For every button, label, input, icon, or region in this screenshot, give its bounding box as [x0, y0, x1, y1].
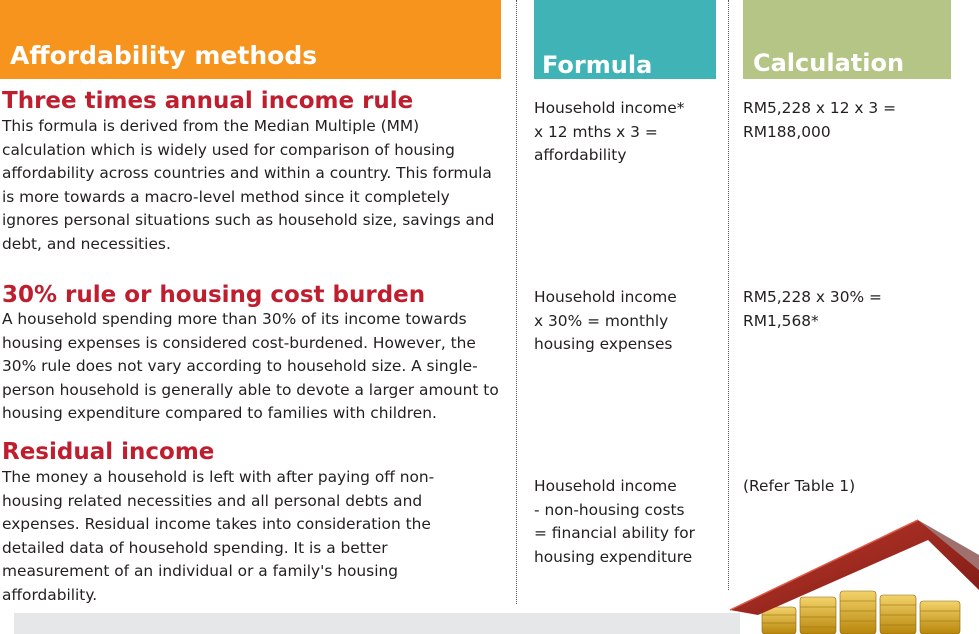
- formula-column-header: [534, 0, 716, 79]
- method-description-three-times: This formula is derived from the Median Multiple (MM) calculation which is widely used for comparison of housing affordability across countries and within a country. This formula is more towards a macro-level method since it completely ignores personal situations such as household size, savings and debt, and necessities.: [2, 117, 495, 253]
- formula-30-percent: Household income x 30% = monthly housing expenses: [534, 288, 677, 353]
- method-title-three-times: Three times annual income rule: [2, 88, 414, 114]
- calculation-column-header: [743, 0, 951, 79]
- column-divider: [728, 0, 729, 590]
- formula-three-times: Household income* x 12 mths x 3 = affordability: [534, 99, 685, 164]
- formula-header-label: Formula: [542, 51, 653, 79]
- methods-column-header: [0, 0, 501, 79]
- house-coins-icon: [728, 515, 979, 634]
- method-title-residual: Residual income: [2, 439, 215, 465]
- methods-header-label: Affordability methods: [10, 41, 318, 70]
- calculation-header-label: Calculation: [753, 49, 905, 77]
- method-description-residual: The money a household is left with after paying off non-housing related necessities and all personal debts and expenses. Residual income takes into consideration the detailed data of household spending. It is a better measurement of an individual or a family's housing affordability.: [2, 468, 435, 604]
- formula-residual: Household income - non-housing costs = financial ability for housing expenditure: [534, 477, 695, 566]
- calculation-30-percent: RM5,228 x 30% = RM1,568*: [743, 288, 882, 330]
- calculation-residual: (Refer Table 1): [743, 477, 856, 495]
- method-title-30-percent: 30% rule or housing cost burden: [2, 282, 426, 308]
- column-divider: [516, 0, 517, 604]
- calculation-three-times: RM5,228 x 12 x 3 = RM188,000: [743, 99, 896, 141]
- footer-bar: [14, 613, 740, 634]
- method-description-30-percent: A household spending more than 30% of its income towards housing expenses is considered cost-burdened. However, the 30% rule does not vary according to household size. A single-person household is generally able to devote a larger amount to housing expenditure compared to families with children.: [2, 310, 499, 422]
